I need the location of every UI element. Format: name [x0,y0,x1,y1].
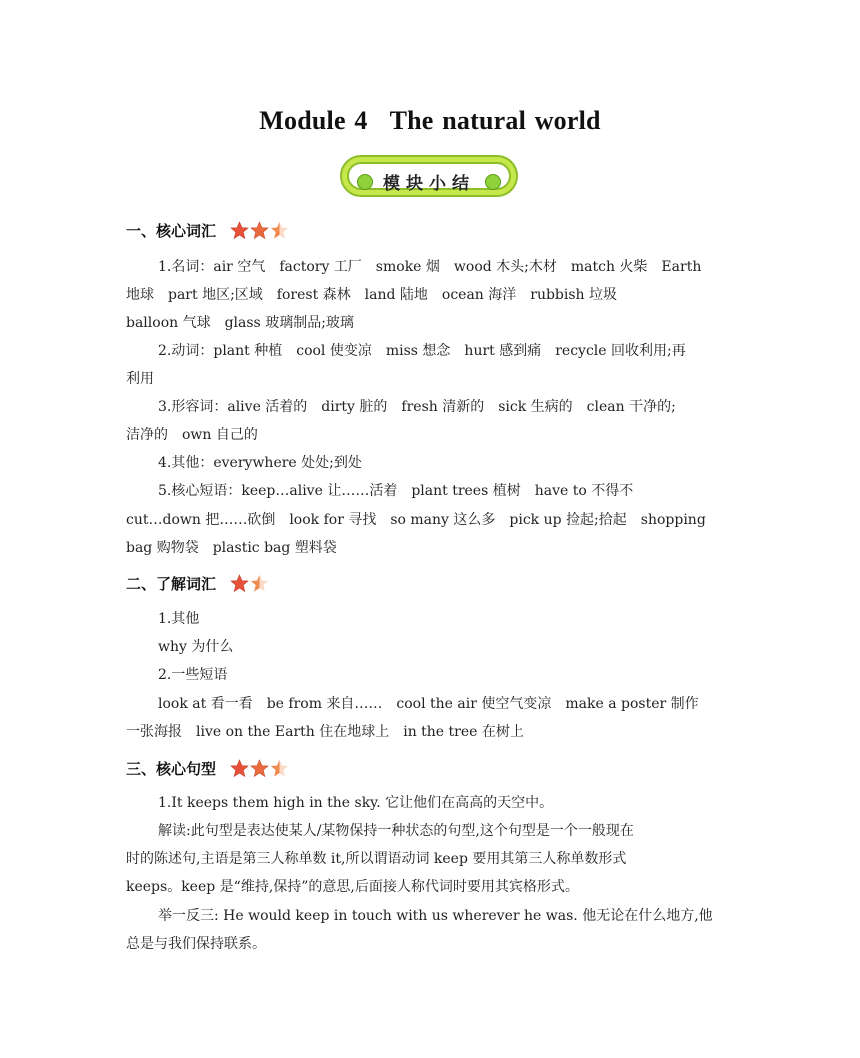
section-heading-learn-vocabulary [126,573,269,594]
star-half-icon [250,574,269,593]
star-full-icon [250,221,269,240]
text-line: 4.其他：everywhere 处处;到处 [158,455,362,471]
section-heading-text: 一、核心词汇 [126,222,217,240]
text-line: keeps。keep 是“维持,保持”的意思,后面接人称代词时要用其宾格形式。 [126,879,579,895]
section-heading-core-vocabulary [126,220,289,241]
rating-stars [230,221,289,240]
star-full-icon [230,759,249,778]
rating-stars [230,759,289,778]
text-line: 利用 [126,371,154,387]
section-heading-text: 三、核心句型 [126,760,217,778]
text-line: 时的陈述句,主语是第三人称单数 it,所以谓语动词 keep 要用其第三人称单数形式 [126,851,627,867]
text-line: 1.其他 [158,611,200,627]
text-line: 5.核心短语：keep…alive 让……活着 plant trees 植树 have to 不得不 [158,483,634,499]
text-line: 一张海报 live on the Earth 住在地球上 in the tree 在树上 [126,724,524,740]
text-line: cut…down 把……砍倒 look for 寻找 so many 这么多 pick up 捡起;拾起 shopping [126,512,706,528]
text-line: 解读:此句型是表达使某人/某物保持一种状态的句型,这个句型是一个一般现在 [158,823,634,839]
badge-dot-right-icon [485,174,501,190]
module-number: Module 4 [259,106,368,135]
module-name: The natural world [389,106,601,135]
badge-label: 模块小结 [383,174,475,194]
star-half-icon [270,221,289,240]
section-heading-core-sentences [126,758,289,779]
star-full-icon [230,574,249,593]
page-title [0,106,860,136]
text-line: 洁净的 own 自己的 [126,427,258,443]
star-full-icon [230,221,249,240]
text-line: 1.名词：air 空气 factory 工厂 smoke 烟 wood 木头;木材 match 火柴 Earth [158,259,702,275]
text-line: 地球 part 地区;区域 forest 森林 land 陆地 ocean 海洋 rubbish 垃圾 [126,287,618,303]
text-line: 总是与我们保持联系。 [126,936,266,952]
rating-stars [230,574,269,593]
text-line: bag 购物袋 plastic bag 塑料袋 [126,540,337,556]
text-line: balloon 气球 glass 玻璃制品;玻璃 [126,315,354,331]
summary-badge [340,155,518,197]
text-line: 2.一些短语 [158,667,228,683]
star-half-icon [270,759,289,778]
text-line: look at 看一看 be from 来自…… cool the air 使空气变凉 make a poster 制作 [158,696,699,712]
text-line: 举一反三: He would keep in touch with us wherever he was. 他无论在什么地方,他 [158,908,713,924]
text-line: 2.动词：plant 种植 cool 使变凉 miss 想念 hurt 感到痛 recycle 回收利用;再 [158,343,686,359]
text-line: 3.形容词：alive 活着的 dirty 脏的 fresh 清新的 sick 生病的 clean 干净的; [158,399,676,415]
section-heading-text: 二、了解词汇 [126,575,217,593]
text-line: why 为什么 [158,639,234,655]
star-full-icon [250,759,269,778]
text-line: 1.It keeps them high in the sky. 它让他们在高高的天空中。 [158,795,554,811]
